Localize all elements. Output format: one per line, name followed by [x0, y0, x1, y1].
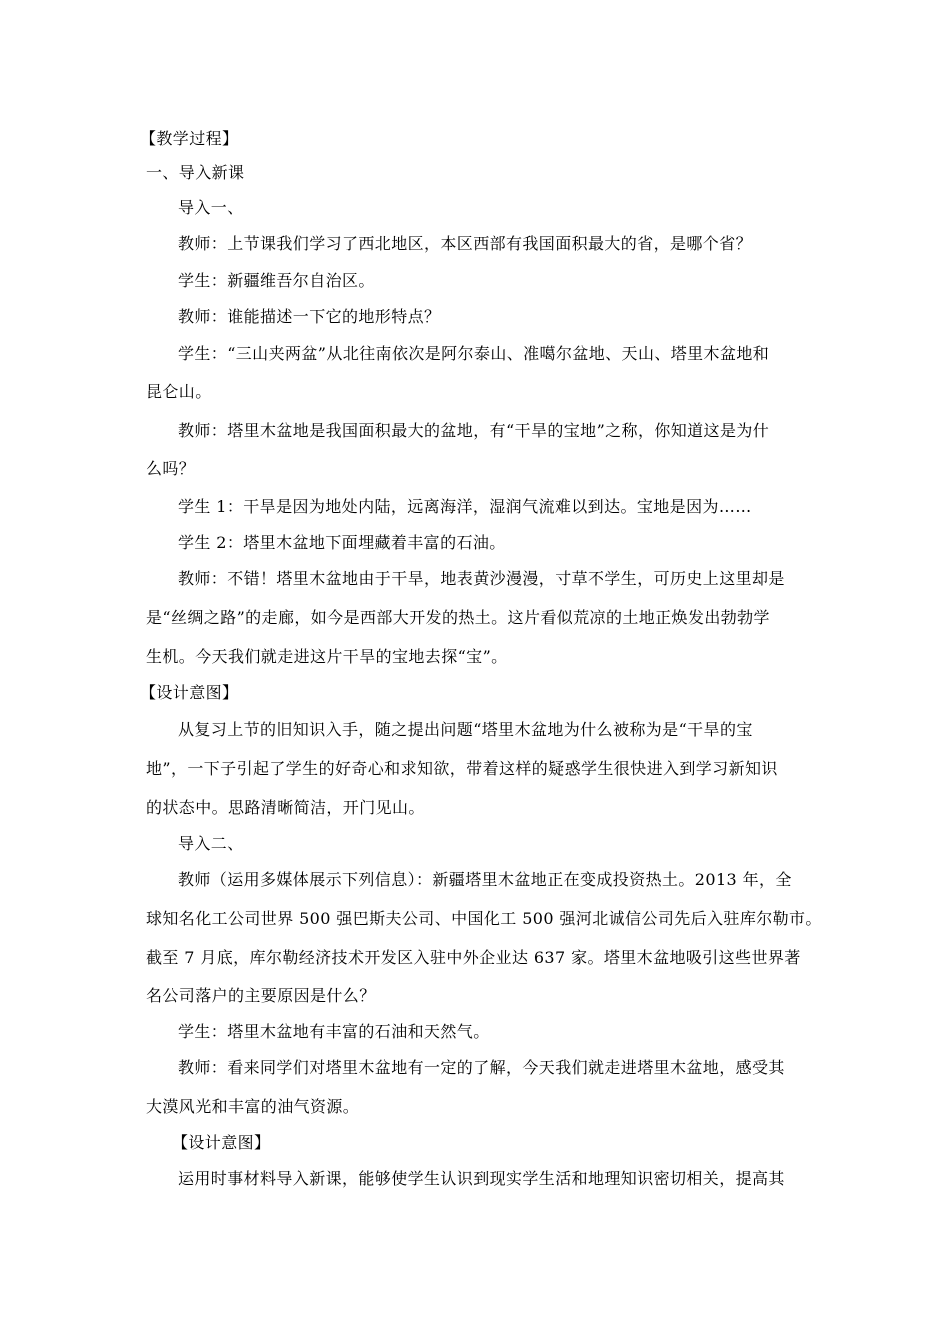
- paragraph-line: 学生：塔里木盆地有丰富的石油和天然气。: [178, 1022, 490, 1041]
- paragraph-line: 教师（运用多媒体展示下列信息）：新疆塔里木盆地正在变成投资热土。2013 年，全: [178, 870, 792, 889]
- paragraph-line: 从复习上节的旧知识入手，随之提出问题“塔里木盆地为什么被称为是“干旱的宝: [178, 720, 753, 739]
- paragraph-line: 生机。今天我们就走进这片干旱的宝地去探“宝”。: [146, 647, 508, 666]
- paragraph-line: 教师：谁能描述一下它的地形特点？: [178, 307, 441, 326]
- paragraph-line: 教师：看来同学们对塔里木盆地有一定的了解，今天我们就走进塔里木盆地，感受其: [178, 1058, 785, 1077]
- paragraph-line: 学生：新疆维吾尔自治区。: [178, 271, 375, 290]
- paragraph-line: 球知名化工公司世界 500 强巴斯夫公司、中国化工 500 强河北诚信公司先后入驻库尔勒市。: [146, 909, 822, 928]
- paragraph-line: 大漠风光和丰富的油气资源。: [146, 1097, 360, 1116]
- paragraph-line: 学生 1：干旱是因为地处内陆，远离海洋，湿润气流难以到达。宝地是因为……: [178, 497, 752, 516]
- paragraph-line: 导入一、: [178, 198, 244, 217]
- section-heading-teaching-process: 【教学过程】: [140, 129, 239, 148]
- paragraph-line: 名公司落户的主要原因是什么？: [146, 986, 376, 1005]
- paragraph-line: 学生：“三山夹两盆”从北往南依次是阿尔泰山、准噶尔盆地、天山、塔里木盆地和: [178, 344, 770, 363]
- section-heading-design-intent: 【设计意图】: [172, 1133, 271, 1152]
- paragraph-line: 学生 2：塔里木盆地下面埋藏着丰富的石油。: [178, 533, 506, 552]
- paragraph-line: 教师：上节课我们学习了西北地区，本区西部有我国面积最大的省，是哪个省？: [178, 234, 753, 253]
- section-heading-design-intent: 【设计意图】: [140, 683, 239, 702]
- paragraph-line: 导入二、: [178, 834, 244, 853]
- paragraph-line: 教师：塔里木盆地是我国面积最大的盆地，有“干旱的宝地”之称，你知道这是为什: [178, 421, 770, 440]
- paragraph-line: 截至 7 月底，库尔勒经济技术开发区入驻中外企业达 637 家。塔里木盆地吸引这些世界著: [146, 948, 801, 967]
- subheading-intro: 一、导入新课: [146, 163, 245, 182]
- paragraph-line: 么吗？: [146, 459, 196, 478]
- paragraph-line: 是“丝绸之路”的走廊，如今是西部大开发的热土。这片看似荒凉的土地正焕发出勃勃学: [146, 608, 770, 627]
- paragraph-line: 昆仑山。: [146, 382, 212, 401]
- paragraph-line: 的状态中。思路清晰简洁，开门见山。: [146, 798, 425, 817]
- paragraph-line: 运用时事材料导入新课，能够使学生认识到现实学生活和地理知识密切相关，提高其: [178, 1169, 785, 1188]
- paragraph-line: 教师：不错！塔里木盆地由于干旱，地表黄沙漫漫，寸草不学生，可历史上这里却是: [178, 569, 785, 588]
- paragraph-line: 地”，一下子引起了学生的好奇心和求知欲，带着这样的疑惑学生很快进入到学习新知识: [146, 759, 778, 778]
